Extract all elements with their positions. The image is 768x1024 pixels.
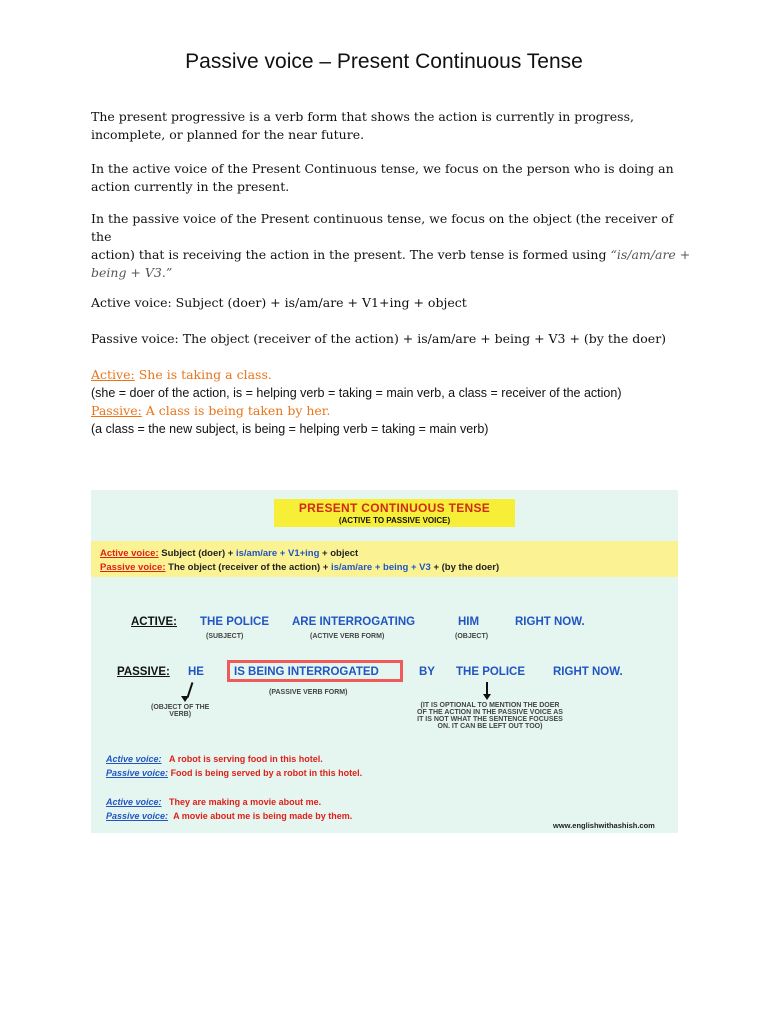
example-line	[106, 754, 323, 764]
text-line: The present progressive is a verb form that shows the action is currently in progress,	[91, 109, 634, 124]
example-line	[106, 797, 321, 807]
example-sentence: A class is being taken by her.	[141, 403, 331, 418]
active-voice-paragraph	[91, 160, 691, 196]
verb-note: (ACTIVE VERB FORM)	[310, 633, 385, 640]
active-row-label: ACTIVE:	[131, 616, 177, 628]
infographic-image	[91, 490, 678, 833]
example-text: They are making a movie about me.	[169, 797, 322, 807]
active-rule: Active voice: Subject (doer) + is/am/are + V1+ing + object	[91, 295, 467, 310]
passive-verb: IS BEING INTERROGATED	[234, 666, 379, 678]
example-label: Active voice:	[106, 797, 162, 807]
note-line: ON. IT CAN BE LEFT OUT TOO)	[437, 723, 543, 730]
passive-voice-paragraph	[91, 210, 691, 282]
object-note: (OBJECT)	[455, 633, 489, 640]
example-label: Active voice:	[106, 754, 162, 764]
example-label: Passive voice:	[106, 811, 169, 821]
example-passive	[91, 402, 711, 420]
passive-verb-note: (PASSIVE VERB FORM)	[269, 689, 348, 696]
example-label: Passive voice:	[106, 768, 169, 778]
formula-text: “is/am/are +	[610, 247, 691, 262]
formula-label: Active voice:	[100, 548, 159, 559]
formula-part: The object (receiver of the action) +	[165, 562, 331, 573]
note-line: OF THE ACTION IN THE PASSIVE VOICE AS	[417, 709, 563, 716]
formula-part: is/am/are + V1+ing	[235, 548, 320, 559]
formula-part: + (by the doer)	[430, 562, 500, 573]
intro-paragraph	[91, 108, 691, 144]
example-text: Food is being served by a robot in this hotel.	[170, 768, 363, 778]
passive-rule: Passive voice: The object (receiver of the action) + is/am/are + being + V3 + (by the doer)	[91, 331, 667, 346]
arrow-head-icon	[483, 694, 491, 700]
text-line: In the active voice of the Present Continuous tense, we focus on the person who is doing an	[91, 161, 674, 176]
infographic-title-banner	[274, 499, 515, 527]
note-line: (OBJECT OF THE	[151, 704, 210, 711]
example-note: (she = doer of the action, is = helping verb = taking = main verb, a class = receiver of the action)	[91, 386, 622, 400]
passive-row-label: PASSIVE:	[117, 666, 170, 678]
example-block	[91, 366, 711, 438]
formula-banner	[91, 541, 678, 577]
passive-time: RIGHT NOW.	[553, 666, 623, 678]
active-verb: ARE INTERROGATING	[292, 616, 416, 628]
object-of-verb-note	[151, 704, 209, 718]
active-formula	[100, 548, 358, 559]
example-text: A robot is serving food in this hotel.	[169, 754, 323, 764]
text-line	[91, 246, 691, 264]
note-line: VERB)	[169, 711, 192, 718]
note-line: (IT IS OPTIONAL TO MENTION THE DOER	[420, 702, 560, 709]
text-line: action currently in the present.	[91, 179, 290, 194]
note-line: IT IS NOT WHAT THE SENTENCE FOCUSES	[417, 716, 563, 723]
passive-formula	[100, 562, 499, 573]
optional-doer-note	[417, 702, 563, 730]
arrow-head-icon	[181, 696, 189, 702]
example-label: Passive:	[91, 403, 142, 418]
infographic-subtitle: (ACTIVE TO PASSIVE VOICE)	[338, 516, 451, 525]
text-span: action) that is receiving the action in the present. The verb tense is formed using	[91, 247, 611, 262]
infographic-title: PRESENT CONTINUOUS TENSE	[298, 501, 491, 515]
active-time: RIGHT NOW.	[515, 616, 585, 628]
active-object: HIM	[458, 616, 480, 628]
formula-label: Passive voice:	[100, 562, 166, 573]
formula-part: is/am/are + being + V3	[331, 562, 431, 573]
passive-subject: HE	[188, 666, 204, 678]
formula-part: Subject (doer) +	[158, 548, 236, 559]
page-title: Passive voice – Present Continuous Tense	[185, 50, 583, 73]
formula-text: being + V3.”	[91, 265, 173, 280]
formula-part: + object	[319, 548, 359, 559]
website-credit: www.englishwithashish.com	[553, 821, 655, 830]
subject-note: (SUBJECT)	[206, 633, 244, 640]
example-label: Active:	[91, 367, 135, 382]
text-line: incomplete, or planned for the near future.	[91, 127, 365, 142]
example-line	[106, 811, 352, 821]
example-active	[91, 366, 711, 384]
passive-agent: THE POLICE	[456, 666, 526, 678]
example-note: (a class = the new subject, is being = helping verb = taking = main verb)	[91, 422, 489, 436]
example-sentence: She is taking a class.	[134, 367, 272, 382]
example-line	[106, 768, 362, 778]
passive-by: BY	[419, 666, 435, 678]
example-text: A movie about me is being made by them.	[173, 811, 353, 821]
text-line: In the passive voice of the Present continuous tense, we focus on the object (the receiver of the	[91, 211, 674, 244]
active-subject: THE POLICE	[200, 616, 270, 628]
